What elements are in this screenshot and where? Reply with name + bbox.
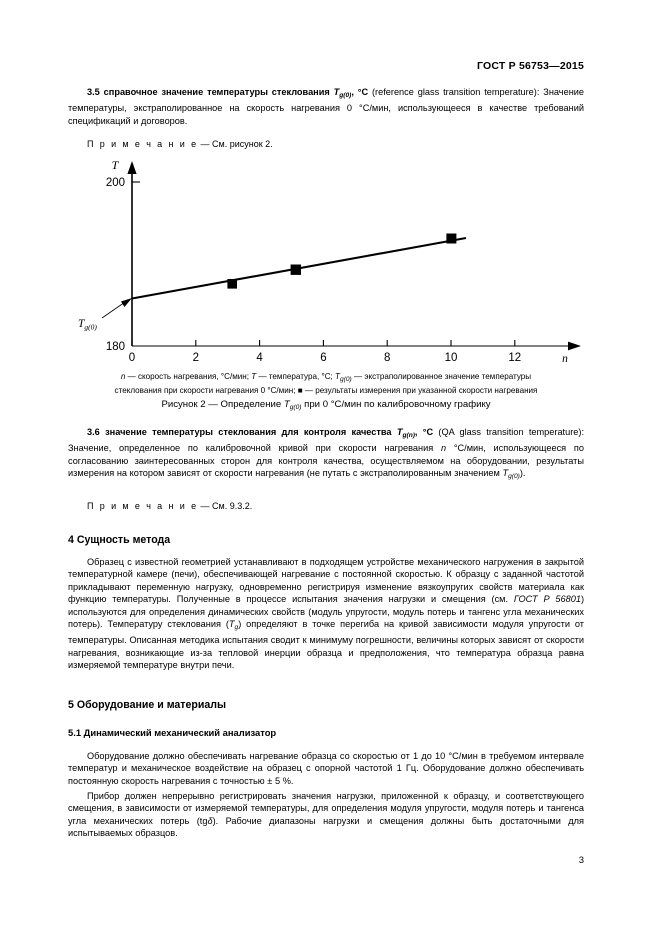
subsection-5-1-body-2-part2: ). Рабочие диапазоны нагрузки и смещения должны быть достаточными для испытываемых образцов.: [68, 815, 584, 839]
section-4-symbol-sub: g: [234, 623, 239, 631]
x-label-0: 0: [128, 352, 136, 364]
note-2-body: — См. 9.3.2.: [198, 501, 253, 511]
figure-caption-symbol: T: [283, 399, 290, 410]
chart-area: [68, 155, 588, 370]
figure-key-Tg0: T: [335, 372, 340, 381]
clause-3-5-unit: ,: [351, 87, 358, 97]
note-1-label: П р и м е ч а н и е: [87, 139, 198, 149]
figure-key-n-desc: — скорость нагревания, °С/мин;: [125, 372, 252, 381]
clause-3-5-definition: : Значение температуры, экстраполированное на скорость нагревания 0 °С/мин, использующееся в качестве требований спецификаций и договоров.: [68, 87, 585, 126]
figure-2-key: [68, 371, 584, 396]
page-number: 3: [578, 855, 584, 866]
figure-2: [68, 155, 588, 370]
data-point-marker: [227, 279, 237, 289]
clause-3-5-symbol: T: [333, 87, 340, 97]
subsection-5-1-body-2: [68, 790, 584, 840]
clause-3-5: [68, 86, 584, 127]
figure-caption-suffix: при 0 °С/мин по калибровочному графику: [301, 399, 491, 410]
clause-3-6: [68, 426, 584, 483]
figure-caption-symbol-sub: g(0): [289, 403, 302, 411]
section-4-heading-block: [68, 533, 584, 547]
clause-3-6-english: (QA glass transition temperature): [438, 427, 582, 437]
figure-key-T-desc: — температура, °С;: [256, 372, 336, 381]
clause-3-5-unit-value: °C: [357, 87, 369, 97]
figure-key-line-2a: стеклования при скорости нагревания 0 °С/мин;: [114, 386, 298, 396]
data-point-marker: [291, 265, 301, 275]
note-2-text: [68, 500, 584, 512]
clause-3-6-definition-2: °С/мин, использующееся по согласованию заинтересованных сторон для контроля качества, осуществляемом на оборудовании, результаты измерения на котором зависят от скорости нагревания (не путать с экстраполированным значением: [68, 443, 584, 479]
x-label-6: 6: [320, 352, 327, 364]
section-4-body: [68, 556, 584, 672]
figure-key-T: T: [251, 372, 257, 381]
figure-2-caption: [68, 399, 584, 414]
clause-3-6-number: 3.6: [87, 427, 100, 437]
section-4-paragraph: [68, 556, 584, 672]
clause-3-6-comma: ,: [414, 427, 423, 437]
calibration-chart: [68, 155, 588, 370]
section-4-body-part1: Образец с известной геометрией устанавливают в подходящем устройстве механического нагружения в закрытой температурной камере (печи), обеспечивающей нагревание с постоянной скоростью. К образцу с заданной частотой прикладывают переменную нагрузку, одновременно регистрируя изменение вязкоупругих свойств материала как функцию температуры. Полученные в процессе испытания значения нагрузки и смещения (см.: [68, 557, 584, 605]
figure-key-line-1: [68, 371, 584, 385]
figure-key-Tg0-desc: — экстраполированное значение температуры: [351, 372, 532, 381]
section-5-heading-block: [68, 698, 584, 712]
clause-3-6-symbol: T: [396, 427, 403, 437]
clause-3-6-definition-1: : Значение, определенное по калибровочной кривой при скорости нагревания: [68, 427, 585, 454]
x-label-12: 12: [508, 352, 522, 364]
page-header-standard-id: ГОСТ Р 56753—2015: [476, 60, 584, 72]
y-axis-title: T: [111, 158, 119, 172]
y-label-200: 200: [105, 177, 125, 189]
x-axis-arrow: [568, 342, 581, 351]
clause-3-5-symbol-sub: g(0): [339, 91, 352, 99]
subsection-5-1-heading-block: [68, 726, 584, 739]
section-4-body-part2: ) используются для определения динамических свойств (модуль упругости, модуль потерь и тангенс угла механических потерь). Температуру стеклования (: [68, 594, 584, 630]
x-label-4: 4: [256, 352, 263, 364]
section-4-reference: ГОСТ Р 56801: [513, 594, 581, 605]
x-axis-title: n: [562, 353, 568, 365]
clause-3-6-definition-symbol-sub: g(0): [508, 472, 520, 480]
subsection-5-1-heading: 5.1 Динамический механический анализатор: [68, 727, 277, 738]
subsection-5-1-paragraph-1: Оборудование должно обеспечивать нагревание образца со скоростью от 1 до 10 °С/мин в требуемом интервале температур и механическое воздействие на образец с опорной частотой 1 Гц. Оборудование должно обеспечивать постоянную скорость нагревания с точностью ± 5 %.: [68, 751, 584, 786]
figure-key-n: n: [120, 372, 126, 381]
tg0-leader-arrow: [121, 298, 132, 307]
data-point-marker: [446, 234, 456, 244]
figure-key-line-2: [68, 385, 584, 396]
clause-3-6-definition-3: ).: [519, 468, 526, 479]
figure-key-Tg0-sub: g(0): [340, 375, 352, 383]
tg0-annotation: $T_{g(0)}$: [78, 318, 97, 332]
clause-3-6-unit: °C: [422, 427, 434, 437]
clause-3-5-term: справочное значение температуры стеклования: [103, 87, 330, 97]
note-1: [68, 138, 584, 150]
section-4-heading: 4 Сущность метода: [68, 534, 171, 546]
section-5-heading: 5 Оборудование и материалы: [68, 699, 227, 711]
figure-caption-text: [68, 399, 584, 414]
clause-3-6-definition-symbol: T: [502, 468, 509, 479]
figure-caption-prefix: Рисунок 2 — Определение: [161, 399, 284, 410]
y-label-180: 180: [105, 341, 125, 353]
subsection-5-1-body-1: [68, 750, 584, 787]
clause-3-6-symbol-sub: g(n): [402, 431, 415, 439]
clause-3-6-definition-n: n: [440, 443, 447, 454]
x-label-8: 8: [383, 352, 391, 364]
x-label-10: 10: [444, 352, 458, 364]
clause-3-6-term: значение температуры стеклования для контроля качества: [105, 427, 392, 437]
subsection-5-1-delta-symbol: δ: [207, 815, 213, 826]
clause-3-5-text: [68, 86, 584, 127]
tg0-annotation-sub: g(0): [84, 322, 97, 332]
clause-3-5-number: 3.5: [87, 87, 100, 97]
section-4-symbol: T: [228, 619, 235, 630]
x-label-2: 2: [192, 352, 200, 364]
note-2: [68, 500, 584, 512]
clause-3-5-english: (reference glass transition temperature): [372, 87, 537, 97]
note-2-label: П р и м е ч а н и е: [87, 501, 198, 511]
section-4-body-part3: ) определяют в точке перегиба на кривой зависимости модуля упругости от температуры. Описанная методика испытания сводит к минимуму погрешности, величины которых зависят от скорости нагревания, возникающие из-за тепловой инерции образца и предположения, что температура образца равна измеряемой температуре внутри печи.: [68, 619, 584, 671]
note-1-text: [68, 138, 584, 150]
figure-key-square-marker-icon: ■: [297, 386, 303, 396]
subsection-5-1-paragraph-2: [68, 790, 584, 840]
y-axis-arrow: [127, 161, 136, 174]
note-1-body: — См. рисунок 2.: [198, 139, 273, 149]
clause-3-6-text: [68, 426, 584, 483]
subsection-5-1-body-2-part1: Прибор должен непрерывно регистрировать значения нагрузки, приложенной к образцу, и соответствующего смещения, в зависимости от измеряемой температуры, для определения модуля упругости, модуля потерь и тангенса угла механических потерь (tg: [68, 791, 584, 826]
figure-key-line-2c: — результаты измерения при указанной скорости нагревания: [302, 386, 538, 396]
